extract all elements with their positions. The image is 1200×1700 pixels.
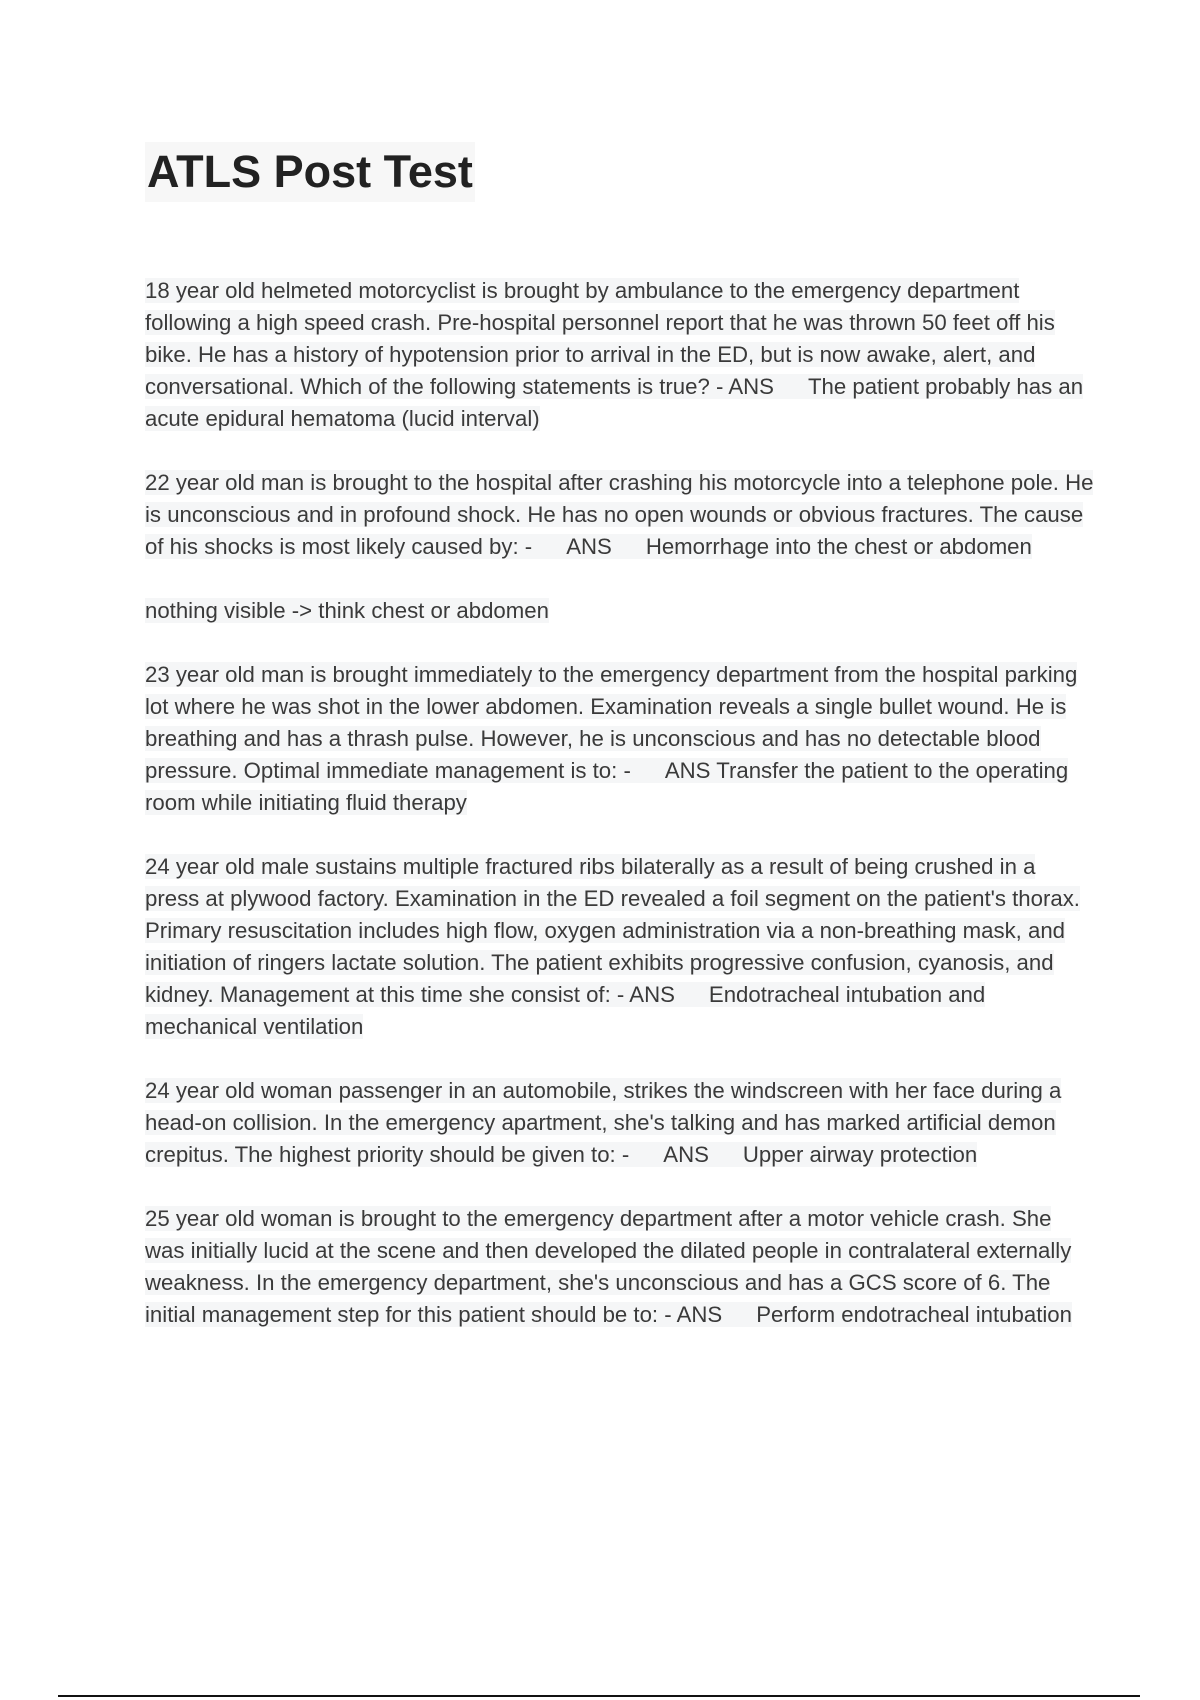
qa-item: [145, 659, 1095, 819]
answer-marker: ANS: [664, 758, 711, 783]
answer-text: Hemorrhage into the chest or abdomen: [645, 534, 1032, 559]
answer-text: Endotracheal intubation and mechanical ventilation: [145, 982, 986, 1039]
answer-text: Perform endotracheal intubation: [756, 1302, 1072, 1327]
qa-item: [145, 275, 1095, 435]
answer-text: Transfer the patient to the operating room while initiating fluid therapy: [145, 758, 1069, 815]
answer-marker: ANS: [566, 534, 612, 559]
qa-item: [145, 467, 1095, 563]
question-text: 25 year old woman is brought to the emergency department after a motor vehicle crash. She was initially lucid at the scene and then developed the dilated people in contralateral externally weakness. In the emergency department, she's unconscious and has a GCS score of 6. The initial management step for this patient should be to: -: [145, 1206, 1072, 1327]
question-text: 23 year old man is brought immediately to the emergency department from the hospital parking lot where he was shot in the lower abdomen. Examination reveals a single bullet wound. He is breathing and has a thrash pulse. However, he is unconscious and has no detectable blood pressure. Optimal immediate management is to: -: [145, 662, 1078, 783]
qa-item: [145, 1075, 1095, 1171]
page-title: ATLS Post Test: [145, 142, 475, 202]
answer-text: The patient probably has an acute epidural hematoma (lucid interval): [145, 374, 1084, 431]
answer-marker: ANS: [728, 374, 774, 399]
qa-item: [145, 851, 1095, 1043]
answer-marker: ANS: [663, 1142, 709, 1167]
note-item: [145, 595, 1095, 627]
document-body: [145, 275, 1095, 1363]
answer-marker: ANS: [676, 1302, 723, 1327]
question-text: 24 year old male sustains multiple fractured ribs bilaterally as a result of being crushed in a press at plywood factory. Examination in the ED revealed a foil segment on the patient's thorax. Primary resuscitation includes high flow, oxygen administration via a non-breathing mask, and initiation of ringers lactate solution. The patient exhibits progressive confusion, cyanosis, and kidney. Management at this time she consist of: -: [145, 854, 1080, 1007]
answer-text: Upper airway protection: [742, 1142, 978, 1167]
qa-item: [145, 1203, 1095, 1331]
page-bottom-rule: [58, 1695, 1140, 1697]
question-text: 22 year old man is brought to the hospital after crashing his motorcycle into a telephone pole. He is unconscious and in profound shock. He has no open wounds or obvious fractures. The cause of his shocks is most likely caused by: -: [145, 470, 1094, 559]
answer-marker: ANS: [629, 982, 675, 1007]
question-text: 24 year old woman passenger in an automobile, strikes the windscreen with her face during a head-on collision. In the emergency apartment, she's talking and has marked artificial demon crepitus. The highest priority should be given to: -: [145, 1078, 1062, 1167]
question-text: 18 year old helmeted motorcyclist is brought by ambulance to the emergency department following a high speed crash. Pre-hospital personnel report that he was thrown 50 feet off his bike. He has a history of hypotension prior to arrival in the ED, but is now awake, alert, and conversational. Which of the following statements is true? -: [145, 278, 1055, 399]
note-text: nothing visible -> think chest or abdomen: [145, 598, 549, 623]
